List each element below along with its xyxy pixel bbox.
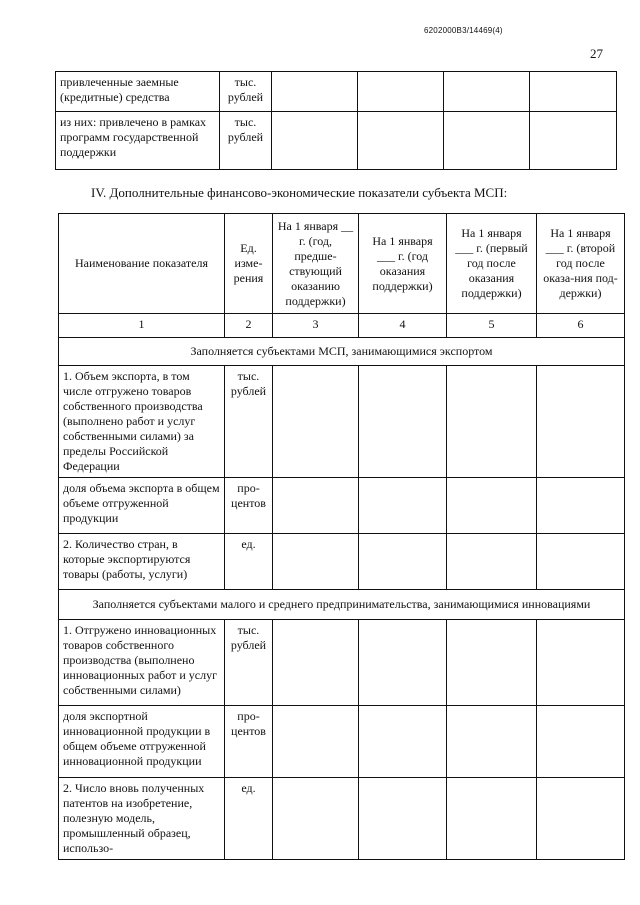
value-cell[interactable]	[537, 534, 625, 590]
indicator-name: 2. Число вновь полученных патентов на изобретение, полезную модель, промышленный образец, использо-	[59, 778, 225, 860]
page-number: 27	[590, 46, 603, 61]
table-row	[59, 706, 625, 778]
unit-cell: про-центов	[225, 478, 273, 534]
value-cell[interactable]	[273, 478, 359, 534]
value-cell[interactable]	[447, 620, 537, 706]
value-cell[interactable]	[272, 112, 358, 170]
column-numbers-row	[59, 314, 625, 338]
table-row	[59, 366, 625, 478]
value-cell[interactable]	[537, 366, 625, 478]
indicator-name: 2. Количество стран, в которые экспортируются товары (работы, услуги)	[59, 534, 225, 590]
table-row	[59, 620, 625, 706]
unit-cell: про-центов	[225, 706, 273, 778]
column-number: 5	[447, 314, 537, 338]
value-cell[interactable]	[447, 478, 537, 534]
value-cell[interactable]	[272, 72, 358, 112]
export-section-row	[59, 338, 625, 366]
header-unit: Ед. изме-рения	[225, 214, 273, 314]
header-col3: На 1 января __ г. (год, предше-ствующий оказанию поддержки)	[273, 214, 359, 314]
innovation-section-row	[59, 590, 625, 620]
column-number: 6	[537, 314, 625, 338]
value-cell[interactable]	[444, 112, 530, 170]
indicator-name: 1. Объем экспорта, в том числе отгружено товаров собственного производства (выполнено работ и услуг собственными силами) за пределы Российской Федерации	[59, 366, 225, 478]
value-cell[interactable]	[537, 478, 625, 534]
column-number: 4	[359, 314, 447, 338]
value-cell[interactable]	[273, 534, 359, 590]
value-cell[interactable]	[273, 706, 359, 778]
value-cell[interactable]	[273, 366, 359, 478]
value-cell[interactable]	[447, 706, 537, 778]
indicator-name: привлеченные заемные (кредитные) средства	[56, 72, 220, 112]
value-cell[interactable]	[359, 706, 447, 778]
header-col6: На 1 января ___ г. (второй год после оказа-ния под-держки)	[537, 214, 625, 314]
indicators-table	[58, 213, 625, 860]
table-row	[59, 778, 625, 860]
innovation-section-title: Заполняется субъектами малого и среднего предпринимательства, занимающимися инновациями	[59, 590, 625, 620]
unit-cell: тыс. рублей	[220, 72, 272, 112]
value-cell[interactable]	[447, 534, 537, 590]
unit-cell: тыс. рублей	[225, 620, 273, 706]
document-id: 6202000B3/14469(4)	[424, 26, 503, 35]
unit-cell: тыс. рублей	[220, 112, 272, 170]
value-cell[interactable]	[359, 366, 447, 478]
unit-cell: ед.	[225, 534, 273, 590]
table-row	[59, 478, 625, 534]
indicator-name: доля экспортной инновационной продукции в общем объеме отгруженной инновационной продукции	[59, 706, 225, 778]
value-cell[interactable]	[359, 778, 447, 860]
indicator-name: из них: привлечено в рамках программ государственной поддержки	[56, 112, 220, 170]
header-row	[59, 214, 625, 314]
value-cell[interactable]	[537, 778, 625, 860]
table-row	[56, 112, 617, 170]
value-cell[interactable]	[359, 478, 447, 534]
table-row	[59, 534, 625, 590]
header-name: Наименование показателя	[59, 214, 225, 314]
indicator-name: 1. Отгружено инновационных товаров собственного производства (выполнено инновационных работ и услуг собственными силами)	[59, 620, 225, 706]
header-col4: На 1 января ___ г. (год оказания поддержки)	[359, 214, 447, 314]
value-cell[interactable]	[447, 366, 537, 478]
value-cell[interactable]	[273, 620, 359, 706]
value-cell[interactable]	[530, 72, 617, 112]
value-cell[interactable]	[359, 620, 447, 706]
header-col5: На 1 января ___ г. (первый год после оказания поддержки)	[447, 214, 537, 314]
value-cell[interactable]	[537, 620, 625, 706]
value-cell[interactable]	[358, 112, 444, 170]
value-cell[interactable]	[530, 112, 617, 170]
value-cell[interactable]	[273, 778, 359, 860]
top-continuation-table	[55, 71, 617, 170]
column-number: 1	[59, 314, 225, 338]
section-title: IV. Дополнительные финансово-экономические показатели субъекта МСП:	[91, 185, 508, 200]
unit-cell: ед.	[225, 778, 273, 860]
column-number: 2	[225, 314, 273, 338]
value-cell[interactable]	[537, 706, 625, 778]
column-number: 3	[273, 314, 359, 338]
value-cell[interactable]	[359, 534, 447, 590]
value-cell[interactable]	[447, 778, 537, 860]
export-section-title: Заполняется субъектами МСП, занимающимися экспортом	[59, 338, 625, 366]
table-row	[56, 72, 617, 112]
unit-cell: тыс. рублей	[225, 366, 273, 478]
value-cell[interactable]	[444, 72, 530, 112]
value-cell[interactable]	[358, 72, 444, 112]
indicator-name: доля объема экспорта в общем объеме отгруженной продукции	[59, 478, 225, 534]
